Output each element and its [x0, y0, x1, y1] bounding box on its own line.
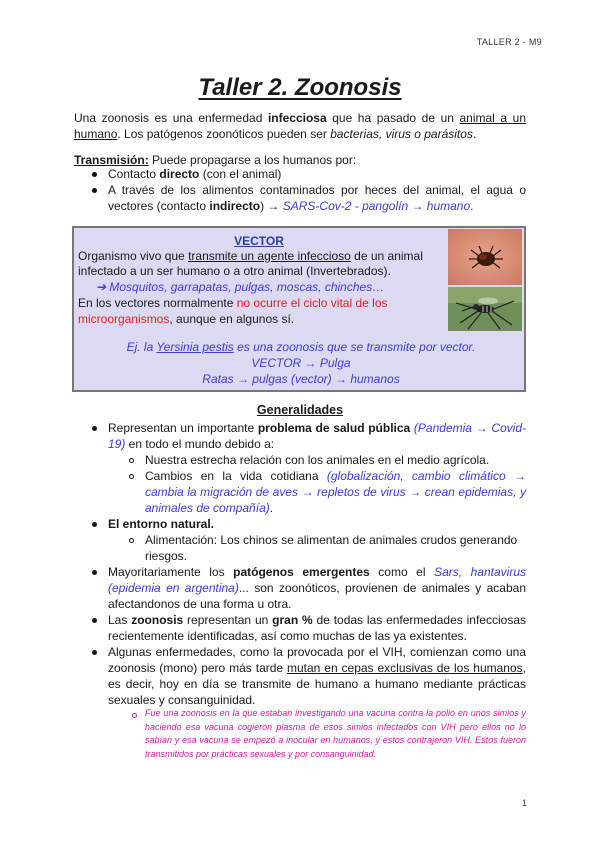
vector-line-1: Organismo vivo que transmite un agente infeccioso de un animal — [78, 249, 423, 263]
page-title: Taller 2. Zoonosis — [198, 74, 402, 101]
generalidades-bullet-1: Representan un importante problema de salud pública (Pandemia → Covid-19) en todo el mundo debido a: — [108, 421, 526, 451]
sub-bullet-circle — [129, 538, 134, 543]
bullet-dot — [92, 426, 97, 431]
vector-title: VECTOR — [234, 234, 284, 248]
tick-photo — [448, 229, 522, 285]
header-tag: TALLER 2 - M9 — [476, 37, 542, 47]
transmision-bullet-directo: Contacto directo (con el animal) — [108, 167, 282, 181]
bullet-dot — [92, 570, 97, 575]
sub-bullet-circle — [129, 474, 134, 479]
generalidades-sub-3: Alimentación: Los chinos se alimentan de animales crudos generando riesgos. — [145, 533, 518, 563]
example-yersinia: Ej. la Yersinia pestis es una zoonosis que se transmite por vector. — [126, 340, 476, 354]
generalidades-sub-vih: Fue una zoonosis en la que estaban investigando una vacuna contra la polio en unos simios y haciendo esa vacuna cogieron plasma de esos simios infectados con VIH pero ellos no lo sabían y esa vacuna se empezó a inocular en humanos, y estos contrajeron VIH. Estos fueron transmitidos por prácticas sexuales y por consanguinidad. — [145, 708, 526, 759]
section-title-generalidades: Generalidades — [256, 403, 344, 417]
example-vector-pulga: VECTOR → Pulga — [251, 356, 351, 370]
vector-box — [72, 226, 526, 392]
page-number: 1 — [521, 798, 527, 808]
vector-examples: ➔ Mosquitos, garrapatas, pulgas, moscas, chinches… — [96, 280, 385, 294]
transmision-bullet-indirecto: A través de los alimentos contaminados por heces del animal, el agua o vectores (contacto indirecto) → SARS-Cov-2 - pangolín → humano. — [108, 183, 526, 213]
generalidades-sub-2: Cambios en la vida cotidiana (globalización, cambio climático → cambia la migración de aves → repletos de virus → crean epidemias, y animales de compañía). — [145, 469, 526, 515]
generalidades-bullet-2: El entorno natural. — [108, 517, 215, 531]
bullet-dot — [92, 522, 97, 527]
transmision-heading: Transmisión: Puede propagarse a los humanos por: — [74, 153, 357, 167]
generalidades-bullet-4: Las zoonosis representan un gran % de todas las enfermedades infecciosas recientemente identificadas, así como muchas de las ya existentes. — [108, 613, 526, 643]
vector-line-5: microorganismos, aunque en algunos sí. — [78, 312, 295, 326]
sub-bullet-circle — [129, 458, 134, 463]
example-ratas: Ratas → pulgas (vector) → humanos — [202, 372, 400, 386]
vector-line-2: infectado a un ser humano o a otro animal (Invertebrados). — [78, 264, 391, 278]
bullet-dot — [92, 188, 97, 193]
bullet-dot — [92, 650, 97, 655]
mosquito-photo — [448, 287, 522, 331]
bullet-dot — [92, 172, 97, 177]
generalidades-bullet-3: Mayoritariamente los patógenos emergentes como el Sars, hantavirus (epidemia en argentina)... son zoonóticos, provienen de animales y acaban afectandonos de una forma u otra. — [108, 565, 526, 611]
intro-paragraph: Una zoonosis es una enfermedad infecciosa que ha pasado de un animal a un humano. Los patógenos zoonóticos pueden ser bacterias, virus o parásitos. — [74, 111, 527, 141]
generalidades-bullet-5: Algunas enfermedades, como la provocada por el VIH, comienzan como una zoonosis (mono) pero más tarde mutan en cepas exclusivas de los humanos, es decir, hoy en día se transmite de humano a humano mediante prácticas sexuales y consanguinidad. — [108, 645, 526, 707]
sub-bullet-circle — [132, 713, 137, 718]
bullet-dot — [92, 618, 97, 623]
generalidades-sub-1: Nuestra estrecha relación con los animales en el medio agrícola. — [145, 453, 490, 467]
vector-line-4: En los vectores normalmente no ocurre el ciclo vital de los — [78, 296, 388, 310]
